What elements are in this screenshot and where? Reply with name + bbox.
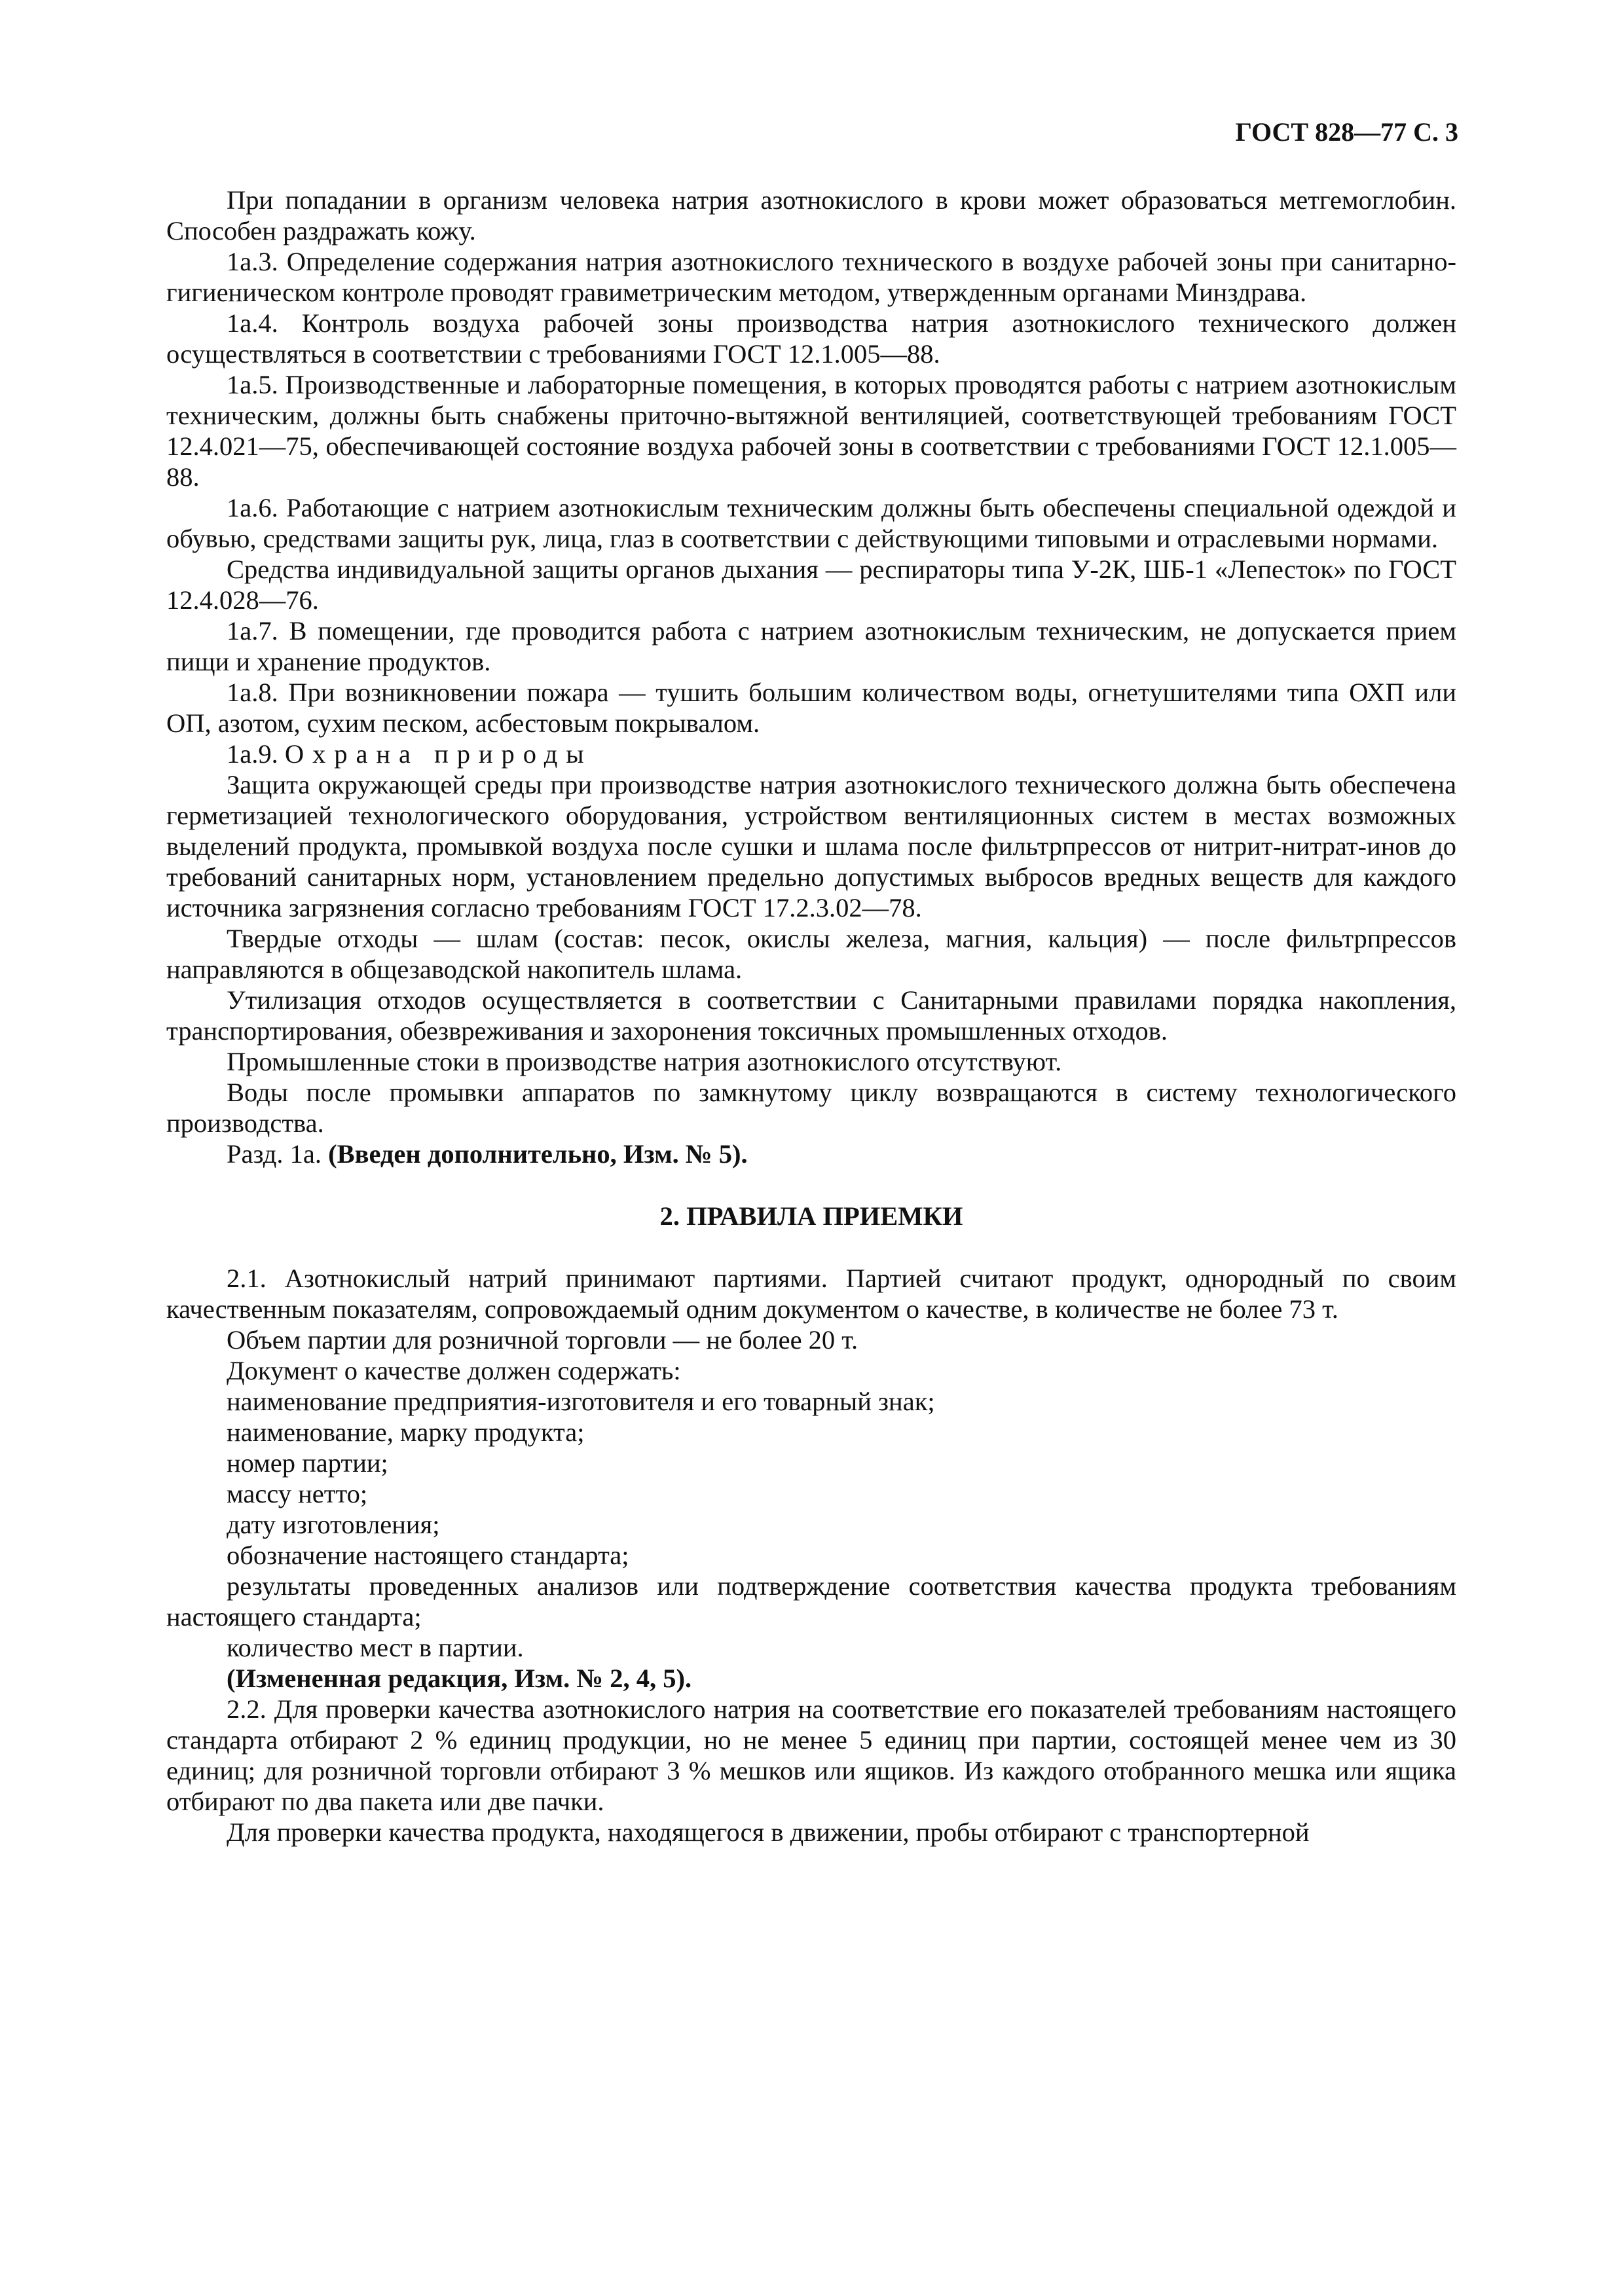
paragraph: Объем партии для розничной торговли — не более 20 т. [227, 1325, 858, 1355]
document-body [166, 185, 1456, 1848]
paragraph: 1а.5. Производственные и лабораторные помещения, в которых проводятся работы с натрием азотнокислым техническим, должны быть снабжены приточно-вытяжной вентиляцией, соответствующей требованиям ГОСТ 12.4.021—75, обеспечивающей состояние воздуха рабочей зоны в соответствии с требованиями ГОСТ 12.1.005—88. [166, 370, 1456, 492]
list-item: наименование, марку продукта; [227, 1417, 585, 1447]
paragraph: 1а.8. При возникновении пожара — тушить большим количеством воды, огнетушителями типа ОХП или ОП, азотом, сухим песком, асбестовым покрывалом. [166, 678, 1456, 738]
paragraph: 1а.6. Работающие с натрием азотнокислым техническим должны быть обеспечены специальной одеждой и обувью, средствами защиты рук, лица, глаз в соответствии с действующими типовыми и отраслевыми нормами. [166, 493, 1456, 553]
subsection-title: Охрана природы [284, 739, 593, 769]
paragraph: Промышленные стоки в производстве натрия азотнокислого отсутствуют. [227, 1047, 1062, 1076]
paragraph: 2.1. Азотнокислый натрий принимают партиями. Партией считают продукт, однородный по своим качественным показателям, сопровождаемый одним документом о качестве, в количестве не более 73 т. [166, 1264, 1456, 1324]
list-item: результаты проведенных анализов или подтверждение соответствия качества продукта требованиям настоящего стандарта; [166, 1571, 1456, 1631]
paragraph: Средства индивидуальной защиты органов дыхания — респираторы типа У-2К, ШБ-1 «Лепесток» по ГОСТ 12.4.028—76. [166, 555, 1456, 615]
list-item: массу нетто; [227, 1479, 368, 1508]
list-item: количество мест в партии. [227, 1633, 524, 1662]
list-item: дату изготовления; [227, 1510, 440, 1539]
paragraph: Документ о качестве должен содержать: [227, 1356, 681, 1385]
amendment-note [166, 1139, 1456, 1169]
list-item: обозначение настоящего стандарта; [227, 1540, 629, 1570]
paragraph: Твердые отходы — шлам (состав: песок, окислы железа, магния, кальция) — после фильтрпрессов направляются в общезаводской накопитель шлама. [166, 924, 1456, 984]
paragraph: При попадании в организм человека натрия азотнокислого в крови может образоваться метгемоглобин. Способен раздражать кожу. [166, 185, 1456, 246]
list-item: наименование предприятия-изготовителя и его товарный знак; [227, 1387, 935, 1416]
section-title: 2. ПРАВИЛА ПРИЕМКИ [659, 1201, 963, 1231]
paragraph: 2.2. Для проверки качества азотнокислого натрия на соответствие его показателей требованиям настоящего стандарта отбирают 2 % единиц продукции, но не менее 5 единиц при партии, состоящей менее чем из 30 единиц; для розничной торговли отбирают 3 % мешков или ящиков. Из каждого отобранного мешка или ящика отбирают по два пакета или две пачки. [166, 1694, 1456, 1816]
paragraph: 1а.3. Определение содержания натрия азотнокислого технического в воздухе рабочей зоны при санитарно-гигиеническом контроле проводят гравиметрическим методом, утвержденным органами Минздрава. [166, 247, 1456, 307]
amendment-note: (Измененная редакция, Изм. № 2, 4, 5). [227, 1664, 692, 1693]
paragraph: 1а.4. Контроль воздуха рабочей зоны производства натрия азотнокислого технического должен осуществляться в соответствии с требованиями ГОСТ 12.1.005—88. [166, 308, 1456, 369]
amendment-lead: Разд. 1а. [227, 1139, 322, 1169]
paragraph: Воды после промывки аппаратов по замкнутому циклу возвращаются в систему технологического производства. [166, 1078, 1456, 1138]
paragraph: Защита окружающей среды при производстве натрия азотнокислого технического должна быть обеспечена герметизацией технологического оборудования, устройством вентиляционных систем в местах возможных выделений продукта, промывкой воздуха после сушки и шлама после фильтрпрессов от нитрит-нитрат-инов до требований санитарных норм, установлением предельно допустимых выбросов вредных веществ для каждого источника загрязнения согласно требованиям ГОСТ 17.2.3.02—78. [166, 770, 1456, 922]
paragraph: Утилизация отходов осуществляется в соответствии с Санитарными правилами порядка накопления, транспортирования, обезвреживания и захоронения токсичных промышленных отходов. [166, 985, 1456, 1046]
subsection-heading [166, 738, 1456, 769]
paragraph: Для проверки качества продукта, находящегося в движении, пробы отбирают с транспортерной [227, 1817, 1310, 1847]
list-item: номер партии; [227, 1448, 388, 1478]
paragraph: 1а.7. В помещении, где проводится работа с натрием азотнокислым техническим, не допускается прием пищи и хранение продуктов. [166, 616, 1456, 676]
page-header: ГОСТ 828—77 С. 3 [1235, 117, 1458, 147]
subsection-number: 1а.9. [227, 739, 278, 769]
amendment-text: (Введен дополнительно, Изм. № 5). [328, 1139, 748, 1169]
